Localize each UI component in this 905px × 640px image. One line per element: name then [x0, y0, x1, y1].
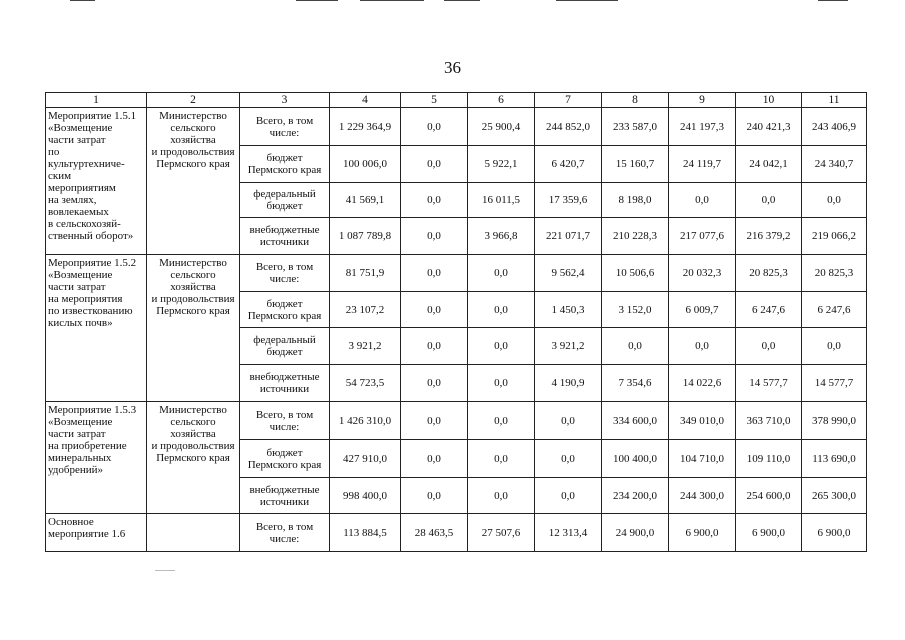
- amount-cell: 0,0: [401, 183, 468, 218]
- amount-cell: 219 066,2: [802, 218, 867, 255]
- amount-cell: 0,0: [468, 292, 535, 328]
- amount-cell: 20 825,3: [736, 255, 802, 292]
- amount-cell: 6 900,0: [802, 514, 867, 552]
- amount-cell: 349 010,0: [669, 402, 736, 440]
- scan-edge-line: [556, 0, 618, 1]
- column-number: 9: [669, 93, 736, 108]
- amount-cell: 427 910,0: [330, 440, 401, 478]
- amount-cell: 7 354,6: [602, 365, 669, 402]
- amount-cell: 0,0: [535, 478, 602, 514]
- amount-cell: 254 600,0: [736, 478, 802, 514]
- responsible-executor-cell: [147, 514, 240, 552]
- amount-cell: 233 587,0: [602, 108, 669, 146]
- funding-source-cell: внебюджетные источники: [240, 218, 330, 255]
- amount-cell: 363 710,0: [736, 402, 802, 440]
- amount-cell: 0,0: [468, 328, 535, 365]
- column-number: 6: [468, 93, 535, 108]
- amount-cell: 0,0: [401, 478, 468, 514]
- amount-cell: 28 463,5: [401, 514, 468, 552]
- amount-cell: 41 569,1: [330, 183, 401, 218]
- funding-source-cell: федеральный бюджет: [240, 183, 330, 218]
- event-name-cell: Основное мероприятие 1.6: [46, 514, 147, 552]
- column-number: 2: [147, 93, 240, 108]
- table-row: [46, 514, 867, 552]
- amount-cell: 241 197,3: [669, 108, 736, 146]
- amount-cell: 24 042,1: [736, 146, 802, 183]
- table-row: [46, 402, 867, 440]
- amount-cell: 10 506,6: [602, 255, 669, 292]
- amount-cell: 217 077,6: [669, 218, 736, 255]
- amount-cell: 0,0: [802, 183, 867, 218]
- amount-cell: 14 022,6: [669, 365, 736, 402]
- amount-cell: 8 198,0: [602, 183, 669, 218]
- amount-cell: 6 247,6: [802, 292, 867, 328]
- funding-source-cell: внебюджетные источники: [240, 365, 330, 402]
- amount-cell: 0,0: [401, 255, 468, 292]
- amount-cell: 0,0: [802, 328, 867, 365]
- amount-cell: 104 710,0: [669, 440, 736, 478]
- event-name-cell: Мероприятие 1.5.2 «Возмещение части затрат на мероприятия по известкованию кислых почв»: [46, 255, 147, 402]
- column-number: 1: [46, 93, 147, 108]
- amount-cell: 0,0: [669, 328, 736, 365]
- amount-cell: 334 600,0: [602, 402, 669, 440]
- amount-cell: 0,0: [535, 440, 602, 478]
- amount-cell: 23 107,2: [330, 292, 401, 328]
- amount-cell: 3 152,0: [602, 292, 669, 328]
- funding-source-cell: Всего, в том числе:: [240, 514, 330, 552]
- amount-cell: 378 990,0: [802, 402, 867, 440]
- amount-cell: 0,0: [468, 440, 535, 478]
- amount-cell: 3 966,8: [468, 218, 535, 255]
- amount-cell: 109 110,0: [736, 440, 802, 478]
- column-number-row: [46, 93, 867, 108]
- amount-cell: 0,0: [401, 365, 468, 402]
- amount-cell: 113 884,5: [330, 514, 401, 552]
- table-row: [46, 108, 867, 146]
- amount-cell: 0,0: [401, 440, 468, 478]
- amount-cell: 244 852,0: [535, 108, 602, 146]
- amount-cell: 0,0: [535, 402, 602, 440]
- column-number: 7: [535, 93, 602, 108]
- amount-cell: 0,0: [736, 183, 802, 218]
- amount-cell: 234 200,0: [602, 478, 669, 514]
- amount-cell: 100 006,0: [330, 146, 401, 183]
- amount-cell: 14 577,7: [802, 365, 867, 402]
- budget-table: [45, 92, 867, 552]
- amount-cell: 25 900,4: [468, 108, 535, 146]
- amount-cell: 1 087 789,8: [330, 218, 401, 255]
- amount-cell: 244 300,0: [669, 478, 736, 514]
- responsible-executor-cell: Министерство сельского хозяйства и продовольствия Пермского края: [147, 255, 240, 402]
- amount-cell: 1 450,3: [535, 292, 602, 328]
- amount-cell: 0,0: [401, 108, 468, 146]
- scan-edge-line: [70, 0, 95, 1]
- amount-cell: 216 379,2: [736, 218, 802, 255]
- column-number: 4: [330, 93, 401, 108]
- event-name-cell: Мероприятие 1.5.3 «Возмещение части затрат на приобретение минеральных удобрений»: [46, 402, 147, 514]
- amount-cell: 243 406,9: [802, 108, 867, 146]
- funding-source-cell: бюджет Пермского края: [240, 440, 330, 478]
- scan-edge-line: [818, 0, 848, 1]
- amount-cell: 6 900,0: [669, 514, 736, 552]
- amount-cell: 998 400,0: [330, 478, 401, 514]
- amount-cell: 240 421,3: [736, 108, 802, 146]
- amount-cell: 0,0: [401, 292, 468, 328]
- amount-cell: 100 400,0: [602, 440, 669, 478]
- amount-cell: 1 426 310,0: [330, 402, 401, 440]
- amount-cell: 113 690,0: [802, 440, 867, 478]
- amount-cell: 0,0: [602, 328, 669, 365]
- amount-cell: 16 011,5: [468, 183, 535, 218]
- column-number: 10: [736, 93, 802, 108]
- amount-cell: 4 190,9: [535, 365, 602, 402]
- column-number: 8: [602, 93, 669, 108]
- amount-cell: 0,0: [401, 402, 468, 440]
- amount-cell: 0,0: [401, 146, 468, 183]
- amount-cell: 5 922,1: [468, 146, 535, 183]
- amount-cell: 6 247,6: [736, 292, 802, 328]
- funding-source-cell: Всего, в том числе:: [240, 255, 330, 292]
- amount-cell: 0,0: [468, 402, 535, 440]
- amount-cell: 221 071,7: [535, 218, 602, 255]
- responsible-executor-cell: Министерство сельского хозяйства и продовольствия Пермского края: [147, 108, 240, 255]
- amount-cell: 20 032,3: [669, 255, 736, 292]
- table-row: [46, 255, 867, 292]
- column-number: 3: [240, 93, 330, 108]
- amount-cell: 0,0: [401, 328, 468, 365]
- amount-cell: 0,0: [401, 218, 468, 255]
- amount-cell: 3 921,2: [535, 328, 602, 365]
- amount-cell: 0,0: [468, 478, 535, 514]
- amount-cell: 0,0: [468, 365, 535, 402]
- funding-source-cell: внебюджетные источники: [240, 478, 330, 514]
- funding-source-cell: федеральный бюджет: [240, 328, 330, 365]
- amount-cell: 27 507,6: [468, 514, 535, 552]
- amount-cell: 210 228,3: [602, 218, 669, 255]
- amount-cell: 81 751,9: [330, 255, 401, 292]
- column-number: 11: [802, 93, 867, 108]
- event-name-cell: Мероприятие 1.5.1 «Возмещение части затрат по культуртехниче- ским мероприятиям на землях, вовлекаемых в сельскохозяй- ственный оборот»: [46, 108, 147, 255]
- page-number: 36: [444, 58, 461, 77]
- amount-cell: 12 313,4: [535, 514, 602, 552]
- amount-cell: 0,0: [736, 328, 802, 365]
- funding-source-cell: Всего, в том числе:: [240, 402, 330, 440]
- scan-edge-line: [360, 0, 424, 1]
- amount-cell: 9 562,4: [535, 255, 602, 292]
- amount-cell: 17 359,6: [535, 183, 602, 218]
- amount-cell: 6 420,7: [535, 146, 602, 183]
- amount-cell: 14 577,7: [736, 365, 802, 402]
- scan-edge-line: [444, 0, 480, 1]
- amount-cell: 54 723,5: [330, 365, 401, 402]
- amount-cell: 24 340,7: [802, 146, 867, 183]
- amount-cell: 6 900,0: [736, 514, 802, 552]
- scan-mark: [155, 570, 175, 571]
- column-number: 5: [401, 93, 468, 108]
- funding-source-cell: Всего, в том числе:: [240, 108, 330, 146]
- funding-source-cell: бюджет Пермского края: [240, 292, 330, 328]
- amount-cell: 24 119,7: [669, 146, 736, 183]
- amount-cell: 265 300,0: [802, 478, 867, 514]
- amount-cell: 15 160,7: [602, 146, 669, 183]
- responsible-executor-cell: Министерство сельского хозяйства и продовольствия Пермского края: [147, 402, 240, 514]
- scan-edge-line: [296, 0, 338, 1]
- amount-cell: 1 229 364,9: [330, 108, 401, 146]
- amount-cell: 6 009,7: [669, 292, 736, 328]
- amount-cell: 0,0: [468, 255, 535, 292]
- funding-source-cell: бюджет Пермского края: [240, 146, 330, 183]
- amount-cell: 0,0: [669, 183, 736, 218]
- amount-cell: 24 900,0: [602, 514, 669, 552]
- amount-cell: 3 921,2: [330, 328, 401, 365]
- amount-cell: 20 825,3: [802, 255, 867, 292]
